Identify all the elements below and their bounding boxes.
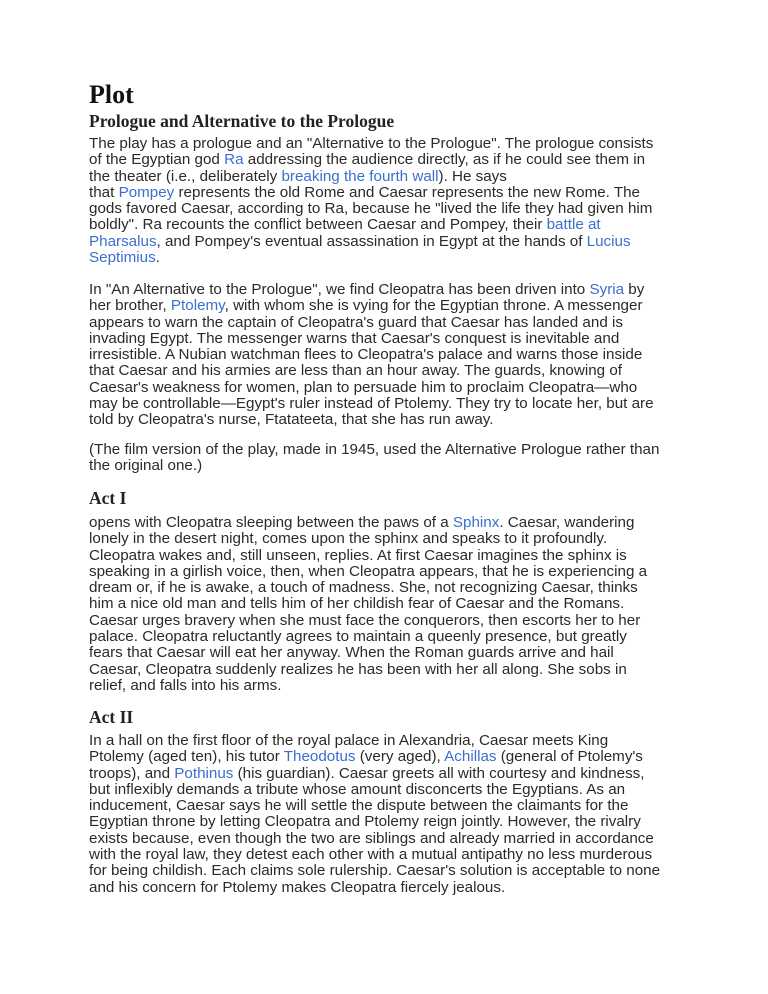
text-line [89, 662, 647, 678]
text-segment: (very aged), [355, 748, 445, 766]
text-line [89, 515, 647, 531]
text-line [89, 331, 654, 347]
link-sphinx[interactable]: Sphinx [452, 514, 500, 531]
text-line [89, 380, 654, 396]
text-segment: The play has a prologue and an "Alternative to the Prologue". The prologue consists [89, 135, 654, 152]
text-segment: Caesar, Cleopatra suddenly realizes he has been with her all along. She sobs in [89, 660, 627, 678]
text-segment: the theater (i.e., deliberately [89, 167, 282, 185]
text-line [89, 185, 653, 201]
text-segment: In a hall on the first floor of the royal palace in Alexandria, Caesar meets King [89, 732, 609, 749]
link-syria[interactable]: Syria [589, 281, 625, 298]
text-line [89, 766, 660, 782]
paragraph-act-2 [89, 733, 660, 896]
text-line [89, 282, 654, 298]
text-line [89, 733, 660, 749]
text-line [89, 613, 647, 629]
link-achillas[interactable]: Achillas [444, 748, 497, 766]
text-segment: with the royal law, they detest each other with a mutual antipathy no less murderous [89, 846, 653, 864]
text-segment: boldly". Ra recounts the conflict between Caesar and Pompey, their [89, 216, 547, 234]
text-segment: Ptolemy (aged ten), his tutor [89, 748, 284, 766]
text-segment: that [89, 183, 119, 201]
text-segment: troops), and [89, 764, 175, 782]
text-segment: him a nice old man and tells him of her childish fear of Caesar and the Romans. [89, 595, 625, 613]
text-segment: for being childish. Each claims sole rulership. Caesar's solution is acceptable to none [89, 862, 661, 880]
text-line [89, 250, 653, 266]
text-segment: her brother, [89, 297, 171, 315]
text-segment: dream or, if he is awake, a touch of madness. She, not recognizing Caesar, thinks [89, 579, 638, 597]
link-pompey[interactable]: Pompey [118, 183, 175, 201]
text-line [89, 136, 653, 152]
text-segment: but inflexibly demands a tribute whose amount disconcerts the Egyptians. As an [89, 780, 626, 798]
text-segment: lonely in the desert night, comes upon the sphinx and speaks to it profoundly. [89, 530, 608, 548]
text-segment: (general of Ptolemy's [496, 748, 643, 766]
text-line [89, 458, 659, 474]
text-line [89, 298, 654, 314]
text-segment: irresistible. A Nubian watchman flees to Cleopatra's palace and warns those inside [89, 346, 643, 364]
text-segment: (The film version of the play, made in 1945, used the Alternative Prologue rather than [89, 441, 660, 458]
text-segment: by [624, 281, 645, 298]
text-line [89, 580, 647, 596]
section-heading-prologue: Prologue and Alternative to the Prologue [89, 111, 395, 131]
link-theodotus[interactable]: Theodotus [283, 748, 356, 766]
section-heading-act-1: Act I [89, 488, 127, 508]
text-line [89, 678, 647, 694]
text-line [89, 201, 653, 217]
text-segment: palace. Cleopatra reluctantly agrees to maintain a queenly presence, but greatly [89, 628, 627, 646]
text-segment: fears that Caesar will eat her anyway. When the Roman guards arrive and hail [89, 644, 614, 662]
paragraph-film-note [89, 442, 659, 475]
link-breaking-the-fourth-wall[interactable]: breaking the fourth wall [281, 167, 439, 185]
text-segment: invading Egypt. The messenger warns that Caesar's conquest is inevitable and [89, 329, 620, 347]
text-line [89, 234, 653, 250]
text-segment: , with whom she is vying for the Egyptian throne. A messenger [224, 297, 643, 315]
text-segment: . [155, 249, 160, 267]
text-segment: ). He says [438, 167, 507, 185]
text-line [89, 645, 647, 661]
text-line [89, 396, 654, 412]
text-segment: the original one.) [89, 457, 203, 475]
text-line [89, 798, 660, 814]
text-segment: inducement, Caesar says he will settle the dispute between the claimants for the [89, 797, 629, 815]
text-segment: Caesar urges bravery when she must face the conquerors, then escorts her to her [89, 611, 641, 629]
link-lucius[interactable]: Lucius [586, 232, 631, 250]
text-line [89, 169, 653, 185]
text-segment: opens with Cleopatra sleeping between the paws of a [89, 514, 453, 531]
text-segment: (his guardian). Caesar greets all with courtesy and kindness, [233, 764, 645, 782]
paragraph-alternative [89, 282, 654, 429]
link-battle-at[interactable]: battle at [546, 216, 601, 234]
link-ptolemy[interactable]: Ptolemy [170, 297, 225, 315]
text-line [89, 847, 660, 863]
text-segment: told by Cleopatra's nurse, Ftatateeta, that she has run away. [89, 411, 494, 429]
paragraph-prologue [89, 136, 653, 266]
link-septimius[interactable]: Septimius [89, 249, 156, 267]
text-segment: Egyptian throne by letting Cleopatra and Ptolemy reign jointly. However, the rivalry [89, 813, 641, 831]
text-segment: relief, and falls into his arms. [89, 676, 282, 694]
text-segment: addressing the audience directly, as if he could see them in [243, 151, 646, 169]
text-segment: may be controllable—Egypt's ruler instead of Ptolemy. They try to locate her, but are [89, 395, 654, 413]
text-line [89, 782, 660, 798]
text-segment: Cleopatra wakes and, still unseen, replies. At first Caesar imagines the sphinx is [89, 546, 627, 564]
link-ra[interactable]: Ra [224, 151, 244, 169]
text-segment: speaking in a girlish voice, then, when Cleopatra appears, that he is experiencing a [89, 562, 648, 580]
text-segment: that Caesar and his armies are less than an hour away. The guards, knowing of [89, 362, 622, 380]
text-line [89, 880, 660, 896]
text-line [89, 831, 660, 847]
text-line [89, 315, 654, 331]
text-segment: Caesar's weakness for women, plan to persuade him to proclaim Cleopatra—who [89, 378, 638, 396]
text-segment: of the Egyptian god [89, 151, 225, 169]
text-segment: exists because, even though the two are siblings and already married in accordance [89, 829, 654, 847]
text-line [89, 564, 647, 580]
text-line [89, 412, 654, 428]
text-line [89, 442, 659, 458]
text-line [89, 749, 660, 765]
text-line [89, 629, 647, 645]
text-line [89, 548, 647, 564]
text-segment: represents the old Rome and Caesar represents the new Rome. The [174, 183, 640, 201]
text-line [89, 596, 647, 612]
text-line [89, 217, 653, 233]
paragraph-act-1 [89, 515, 647, 694]
link-pharsalus[interactable]: Pharsalus [89, 232, 157, 250]
text-line [89, 363, 654, 379]
text-line [89, 531, 647, 547]
text-segment: gods favored Caesar, according to Ra, because he "lived the life they had given him [89, 200, 653, 218]
text-line [89, 152, 653, 168]
text-line [89, 347, 654, 363]
text-segment: appears to warn the captain of Cleopatra's guard that Caesar has landed and is [89, 313, 623, 331]
text-segment: and his concern for Ptolemy makes Cleopatra fiercely jealous. [89, 878, 506, 896]
text-segment: . Caesar, wandering [499, 514, 635, 531]
section-heading-act-2: Act II [89, 707, 134, 727]
text-line [89, 814, 660, 830]
text-segment: , and Pompey's eventual assassination in Egypt at the hands of [156, 232, 587, 250]
text-line [89, 863, 660, 879]
page-title: Plot [89, 80, 134, 109]
text-segment: In "An Alternative to the Prologue", we find Cleopatra has been driven into [89, 281, 590, 298]
link-pothinus[interactable]: Pothinus [174, 764, 234, 782]
